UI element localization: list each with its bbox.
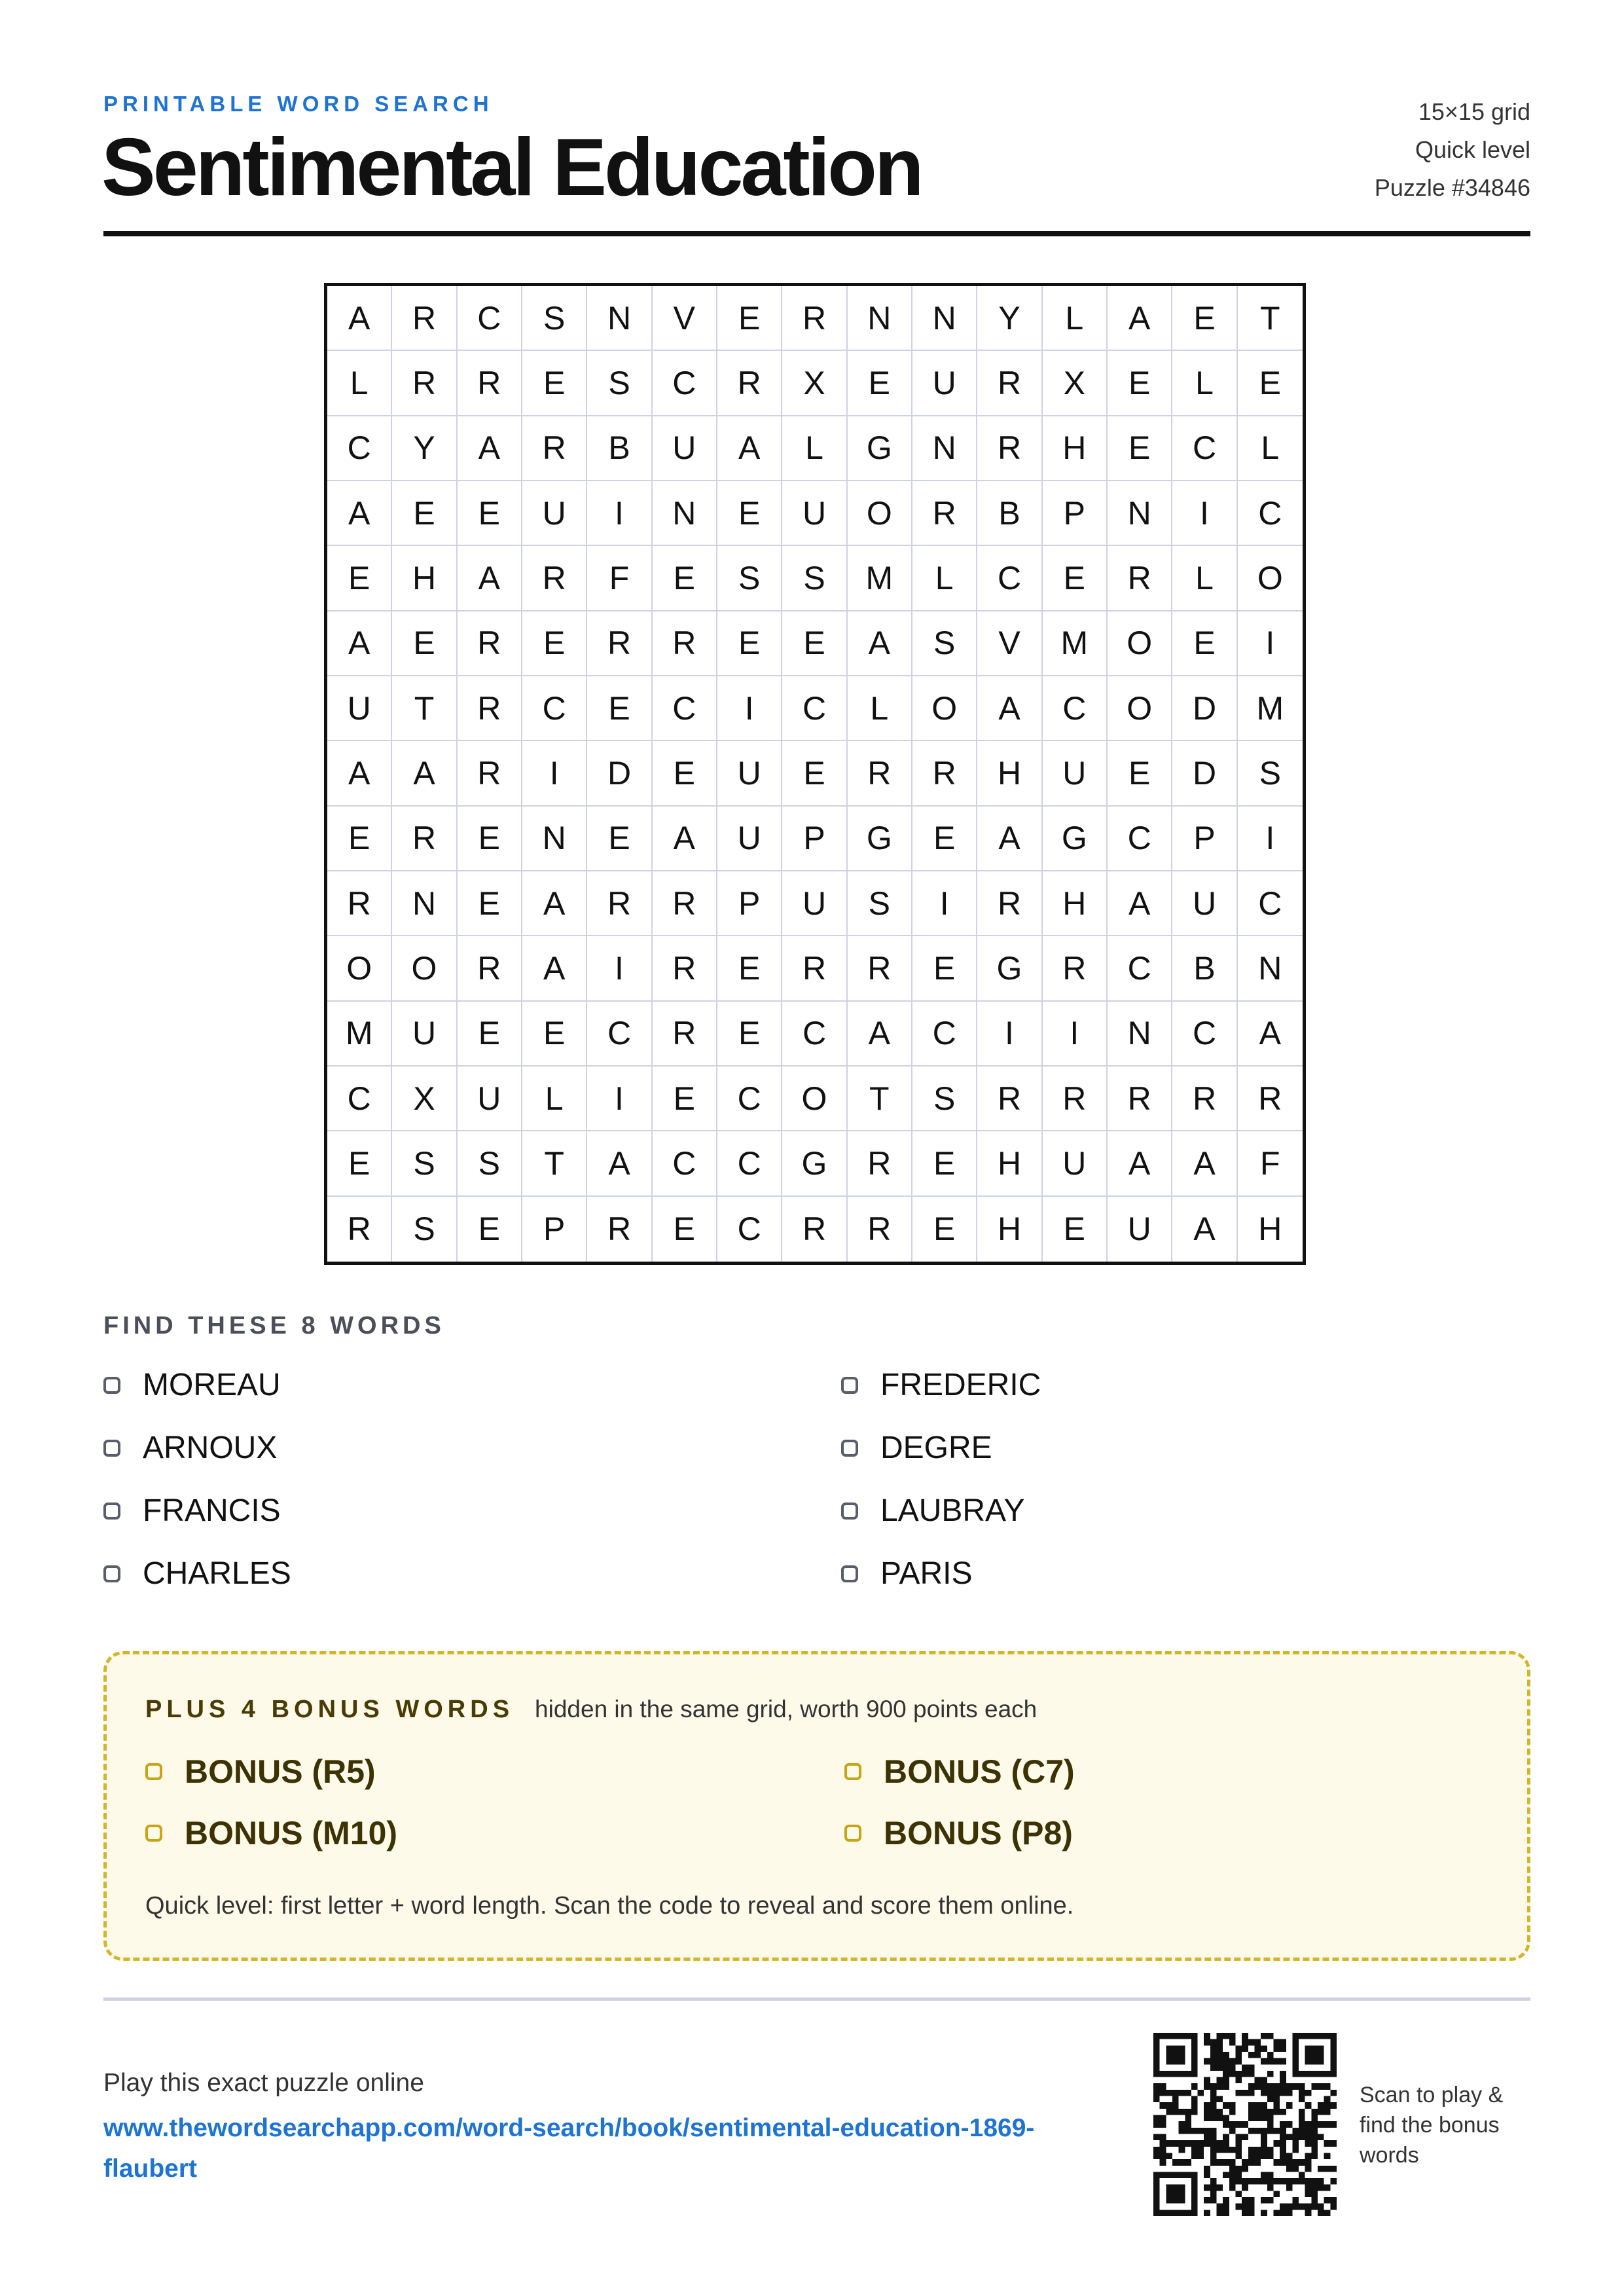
grid-cell[interactable]: M [1238,676,1303,741]
footer-divider [103,1997,1530,2001]
grid-cell[interactable]: O [782,1066,847,1131]
word-item-degre[interactable] [841,1430,992,1466]
grid-cell[interactable]: H [977,1131,1042,1196]
grid-cell[interactable]: R [392,351,457,416]
grid-cell[interactable]: R [1043,1066,1108,1131]
grid-cell[interactable]: E [458,871,522,936]
grid-cell[interactable]: R [912,481,977,546]
checkbox-icon[interactable] [145,1825,162,1842]
grid-cell[interactable]: Y [977,286,1042,351]
word-label: PARIS [880,1556,973,1591]
letter-grid[interactable] [324,283,1306,1265]
grid-cell[interactable]: O [1238,546,1303,611]
word-label: CHARLES [143,1556,291,1591]
checkbox-icon[interactable] [841,1377,858,1394]
grid-cell[interactable]: E [717,611,782,676]
grid-cell[interactable]: E [912,936,977,1001]
grid-cell[interactable]: F [587,546,652,611]
grid-cell[interactable]: S [848,871,912,936]
grid-cell[interactable]: L [1238,416,1303,481]
grid-cell[interactable]: U [522,481,587,546]
grid-cell[interactable]: T [1238,286,1303,351]
grid-cell[interactable]: R [848,1197,912,1262]
grid-cell[interactable]: E [912,1131,977,1196]
bonus-item-m10[interactable] [145,1814,397,1852]
grid-cell[interactable]: L [327,351,392,416]
checkbox-icon[interactable] [103,1565,120,1582]
grid-cell[interactable]: R [782,286,847,351]
grid-cell[interactable]: E [717,286,782,351]
header-divider [103,231,1530,236]
grid-cell[interactable]: G [1043,807,1108,871]
grid-cell[interactable]: U [392,1002,457,1066]
puzzle-url-link[interactable]: www.thewordsearchapp.com/word-search/book/sentimental-education-1869-flaubert [103,2114,1035,2183]
grid-cell[interactable]: A [1172,1131,1237,1196]
grid-cell[interactable]: I [587,1066,652,1131]
word-label: ARNOUX [143,1430,278,1465]
grid-cell[interactable]: A [1238,1002,1303,1066]
grid-cell[interactable]: R [458,741,522,806]
grid-size-label: 15×15 grid [1418,98,1530,125]
bonus-item-c7[interactable] [844,1753,1075,1791]
level-label: Quick level [1415,136,1530,163]
bonus-subtitle: hidden in the same grid, worth 900 points each [535,1696,1038,1722]
grid-cell[interactable]: A [848,611,912,676]
bonus-item-r5[interactable] [145,1753,376,1791]
grid-cell[interactable]: U [782,871,847,936]
grid-cell[interactable]: A [1172,1197,1237,1262]
grid-cell[interactable]: D [587,741,652,806]
checkbox-icon[interactable] [103,1440,120,1457]
grid-cell[interactable]: A [977,807,1042,871]
grid-cell[interactable]: R [587,611,652,676]
grid-cell[interactable]: L [1172,546,1237,611]
grid-cell[interactable]: R [458,611,522,676]
grid-cell[interactable]: A [522,936,587,1001]
grid-cell[interactable]: R [392,807,457,871]
grid-cell[interactable]: R [1108,1066,1172,1131]
bonus-label: BONUS (R5) [185,1753,376,1790]
grid-cell[interactable]: H [977,741,1042,806]
grid-cell[interactable]: G [977,936,1042,1001]
grid-cell[interactable]: O [848,481,912,546]
grid-cell[interactable]: R [1108,546,1172,611]
grid-cell[interactable]: E [1043,1197,1108,1262]
grid-cell[interactable]: O [1108,611,1172,676]
grid-cell[interactable]: I [912,871,977,936]
grid-cell[interactable]: E [1172,286,1237,351]
grid-cell[interactable]: N [1108,481,1172,546]
grid-cell[interactable]: H [1043,416,1108,481]
grid-cell[interactable]: S [458,1131,522,1196]
grid-cell[interactable]: A [392,741,457,806]
grid-cell[interactable]: E [522,1002,587,1066]
grid-cell[interactable]: I [717,676,782,741]
bonus-heading [145,1696,1037,1724]
grid-cell[interactable]: T [392,676,457,741]
grid-cell[interactable]: E [912,807,977,871]
grid-cell[interactable]: C [327,416,392,481]
grid-cell[interactable]: E [1238,351,1303,416]
grid-cell[interactable]: N [1238,936,1303,1001]
bonus-panel [103,1651,1530,1961]
grid-cell[interactable]: R [522,416,587,481]
grid-cell[interactable]: U [653,416,717,481]
grid-cell[interactable]: A [717,416,782,481]
grid-cell[interactable]: N [392,871,457,936]
grid-cell[interactable]: S [392,1131,457,1196]
grid-cell[interactable]: A [977,676,1042,741]
word-item-moreau[interactable] [103,1367,281,1403]
grid-cell[interactable]: X [1043,351,1108,416]
grid-cell[interactable]: A [848,1002,912,1066]
grid-cell[interactable]: C [1172,416,1237,481]
grid-cell[interactable]: A [522,871,587,936]
grid-cell[interactable]: R [912,741,977,806]
grid-cell[interactable]: C [1108,807,1172,871]
grid-cell[interactable]: O [912,676,977,741]
bonus-label: BONUS (M10) [185,1815,398,1851]
grid-cell[interactable]: I [977,1002,1042,1066]
grid-cell[interactable]: G [848,807,912,871]
grid-cell[interactable]: E [848,351,912,416]
grid-cell[interactable]: S [717,546,782,611]
grid-cell[interactable]: A [327,286,392,351]
word-list [103,1367,1530,1629]
grid-cell[interactable]: U [1043,1131,1108,1196]
grid-cell[interactable]: N [912,416,977,481]
bonus-note: Quick level: first letter + word length. Scan the code to reveal and score them online. [145,1892,1074,1920]
page-title: Sentimental Education [101,122,922,213]
grid-cell[interactable]: R [458,351,522,416]
word-label: DEGRE [880,1430,992,1465]
grid-cell[interactable]: R [587,871,652,936]
grid-cell[interactable]: E [1108,741,1172,806]
grid-cell[interactable]: N [848,286,912,351]
grid-cell[interactable]: C [587,1002,652,1066]
bonus-label: BONUS (P8) [884,1815,1073,1851]
grid-cell[interactable]: E [392,611,457,676]
grid-cell[interactable]: E [458,807,522,871]
grid-cell[interactable]: P [1043,481,1108,546]
grid-cell[interactable]: U [1108,1197,1172,1262]
grid-cell[interactable]: C [653,1131,717,1196]
grid-cell[interactable]: H [977,1197,1042,1262]
grid-cell[interactable]: R [977,1066,1042,1131]
grid-cell[interactable]: C [1043,676,1108,741]
bonus-title: PLUS 4 BONUS WORDS [145,1696,514,1723]
grid-cell[interactable]: N [587,286,652,351]
grid-cell[interactable]: N [653,481,717,546]
grid-cell[interactable]: C [782,1002,847,1066]
grid-cell[interactable]: E [653,1197,717,1262]
checkbox-icon[interactable] [103,1377,120,1394]
grid-cell[interactable]: R [458,676,522,741]
grid-cell[interactable]: C [653,351,717,416]
eyebrow-label: PRINTABLE WORD SEARCH [103,92,494,116]
grid-cell[interactable]: E [1108,351,1172,416]
grid-cell[interactable]: Y [392,416,457,481]
grid-cell[interactable]: E [653,546,717,611]
puzzle-number-label: Puzzle #34846 [1374,174,1530,201]
grid-cell[interactable]: R [327,871,392,936]
grid-cell[interactable]: A [327,481,392,546]
grid-cell[interactable]: B [977,481,1042,546]
bonus-item-p8[interactable] [844,1814,1073,1852]
grid-cell[interactable]: E [327,807,392,871]
grid-cell[interactable]: L [522,1066,587,1131]
grid-cell[interactable]: I [522,741,587,806]
grid-cell[interactable]: E [782,611,847,676]
grid-cell[interactable]: E [458,1002,522,1066]
grid-cell[interactable]: N [1108,1002,1172,1066]
grid-cell[interactable]: P [717,871,782,936]
checkbox-icon[interactable] [841,1565,858,1582]
grid-cell[interactable]: F [1238,1131,1303,1196]
grid-cell[interactable]: U [717,807,782,871]
grid-cell[interactable]: U [782,481,847,546]
grid-cell[interactable]: I [1238,807,1303,871]
grid-cell[interactable]: R [653,936,717,1001]
grid-cell[interactable]: R [653,1002,717,1066]
grid-cell[interactable]: B [1172,936,1237,1001]
grid-cell[interactable]: R [717,351,782,416]
grid-cell[interactable]: C [458,286,522,351]
grid-cell[interactable]: I [587,481,652,546]
grid-cell[interactable]: C [522,676,587,741]
grid-cell[interactable]: E [782,741,847,806]
grid-cell[interactable]: G [848,416,912,481]
grid-cell[interactable]: E [912,1197,977,1262]
grid-cell[interactable]: S [522,286,587,351]
grid-cell[interactable]: C [717,1131,782,1196]
grid-cell[interactable]: S [782,546,847,611]
grid-cell[interactable]: U [458,1066,522,1131]
grid-cell[interactable]: S [912,1066,977,1131]
grid-cell[interactable]: G [782,1131,847,1196]
grid-cell[interactable]: P [1172,807,1237,871]
grid-cell[interactable]: E [327,1131,392,1196]
grid-cell[interactable]: I [587,936,652,1001]
grid-cell[interactable]: B [587,416,652,481]
grid-cell[interactable]: A [653,807,717,871]
grid-cell[interactable]: R [848,741,912,806]
qr-code-icon[interactable] [1153,2033,1337,2216]
grid-cell[interactable]: C [1238,871,1303,936]
grid-cell[interactable]: L [912,546,977,611]
grid-cell[interactable]: M [327,1002,392,1066]
grid-cell[interactable]: A [458,546,522,611]
grid-cell[interactable]: E [717,936,782,1001]
grid-cell[interactable]: E [1172,611,1237,676]
checkbox-icon[interactable] [103,1503,120,1520]
checkbox-icon[interactable] [844,1763,861,1780]
grid-cell[interactable]: I [1172,481,1237,546]
grid-cell[interactable]: R [587,1197,652,1262]
grid-cell[interactable]: H [1258,1211,1282,1248]
grid-cell[interactable]: E [1043,546,1108,611]
bonus-label: BONUS (C7) [884,1753,1075,1790]
grid-cell[interactable]: D [1172,741,1237,806]
grid-cell[interactable]: E [653,1066,717,1131]
grid-cell[interactable]: R [653,871,717,936]
grid-cell[interactable]: E [717,481,782,546]
grid-cell[interactable]: A [1108,1131,1172,1196]
grid-cell[interactable]: O [327,936,392,1001]
checkbox-icon[interactable] [841,1503,858,1520]
grid-cell[interactable]: L [848,676,912,741]
grid-cell[interactable]: A [458,416,522,481]
grid-cell[interactable]: R [977,871,1042,936]
grid-cell[interactable]: V [977,611,1042,676]
grid-cell[interactable]: T [522,1131,587,1196]
grid-cell[interactable]: S [912,611,977,676]
grid-cell[interactable]: A [1108,871,1172,936]
grid-cell[interactable]: R [327,1197,392,1262]
grid-cell[interactable]: D [1172,676,1237,741]
grid-cell[interactable]: R [1238,1066,1303,1131]
grid-cell[interactable]: I [1043,1002,1108,1066]
word-item-francis[interactable] [103,1493,281,1529]
grid-cell[interactable]: L [782,416,847,481]
grid-cell[interactable]: P [522,1197,587,1262]
puzzle-meta [1375,93,1530,207]
grid-cell[interactable]: C [327,1066,392,1131]
grid-cell[interactable]: E [1108,416,1172,481]
grid-cell[interactable]: H [1043,871,1108,936]
grid-cell[interactable]: R [653,611,717,676]
word-label: LAUBRAY [880,1493,1025,1528]
grid-cell[interactable]: R [1043,936,1108,1001]
grid-cell[interactable]: N [522,807,587,871]
word-label: FRANCIS [143,1493,281,1528]
word-label: MOREAU [143,1368,281,1402]
grid-cell[interactable]: C [717,1197,782,1262]
grid-cell[interactable]: M [848,546,912,611]
grid-cell[interactable]: L [1043,286,1108,351]
grid-cell[interactable]: E [522,611,587,676]
grid-cell[interactable]: M [1043,611,1108,676]
grid-cell[interactable]: C [1172,1002,1237,1066]
grid-cell[interactable]: H [392,546,457,611]
grid-cell[interactable]: C [782,676,847,741]
grid-cell[interactable]: C [1108,936,1172,1001]
grid-cell[interactable]: L [1172,351,1237,416]
grid-cell[interactable]: R [977,351,1042,416]
grid-cell[interactable]: C [977,546,1042,611]
grid-cell[interactable]: E [522,351,587,416]
word-list-heading: FIND THESE 8 WORDS [103,1312,445,1339]
grid-cell[interactable]: X [782,351,847,416]
checkbox-icon[interactable] [145,1763,162,1780]
grid-cell[interactable]: R [392,286,457,351]
grid-cell[interactable]: R [522,546,587,611]
word-item-paris[interactable] [841,1556,972,1592]
grid-cell[interactable]: E [458,481,522,546]
grid-cell[interactable]: T [848,1066,912,1131]
grid-cell[interactable]: A [327,741,392,806]
grid-cell[interactable]: C [653,676,717,741]
grid-cell[interactable]: P [782,807,847,871]
grid-cell[interactable]: R [782,936,847,1001]
grid-cell[interactable]: U [717,741,782,806]
checkbox-icon[interactable] [841,1440,858,1457]
word-label: FREDERIC [880,1368,1041,1402]
grid-cell[interactable]: S [1238,741,1303,806]
grid-cell[interactable]: N [912,286,977,351]
word-item-frederic[interactable] [841,1367,1041,1403]
word-item-charles[interactable] [103,1556,291,1592]
grid-cell[interactable]: O [1108,676,1172,741]
word-item-laubray[interactable] [841,1493,1025,1529]
grid-cell[interactable]: E [327,546,392,611]
play-online-label: Play this exact puzzle online [103,2069,424,2097]
grid-cell[interactable]: R [977,416,1042,481]
scan-instructions: Scan to play & find the bonus words [1360,2083,1504,2168]
grid-cell[interactable]: U [327,676,392,741]
word-item-arnoux[interactable] [103,1430,277,1466]
grid-cell[interactable]: V [653,286,717,351]
grid-cell[interactable]: R [1172,1066,1237,1131]
grid-cell[interactable]: A [1108,286,1172,351]
grid-cell[interactable]: R [848,936,912,1001]
grid-cell[interactable]: C [1238,481,1303,546]
grid-cell[interactable]: E [392,481,457,546]
grid-cell[interactable]: E [653,741,717,806]
checkbox-icon[interactable] [844,1825,861,1842]
grid-cell[interactable]: U [1172,871,1237,936]
grid-cell[interactable]: C [912,1002,977,1066]
grid-cell[interactable]: A [327,611,392,676]
grid-cell[interactable]: R [782,1197,847,1262]
grid-cell[interactable]: X [392,1066,457,1131]
grid-cell[interactable]: C [717,1066,782,1131]
grid-cell[interactable]: R [458,936,522,1001]
grid-cell[interactable]: E [458,1197,522,1262]
grid-cell[interactable]: A [587,1131,652,1196]
grid-cell[interactable]: U [1043,741,1108,806]
grid-cell[interactable]: O [392,936,457,1001]
grid-cell[interactable]: E [587,807,652,871]
grid-cell[interactable]: S [392,1197,457,1262]
grid-cell[interactable]: U [912,351,977,416]
grid-cell[interactable]: E [587,676,652,741]
grid-cell[interactable]: I [1238,611,1303,676]
grid-cell[interactable]: E [717,1002,782,1066]
grid-cell[interactable]: R [848,1131,912,1196]
grid-cell[interactable]: S [587,351,652,416]
